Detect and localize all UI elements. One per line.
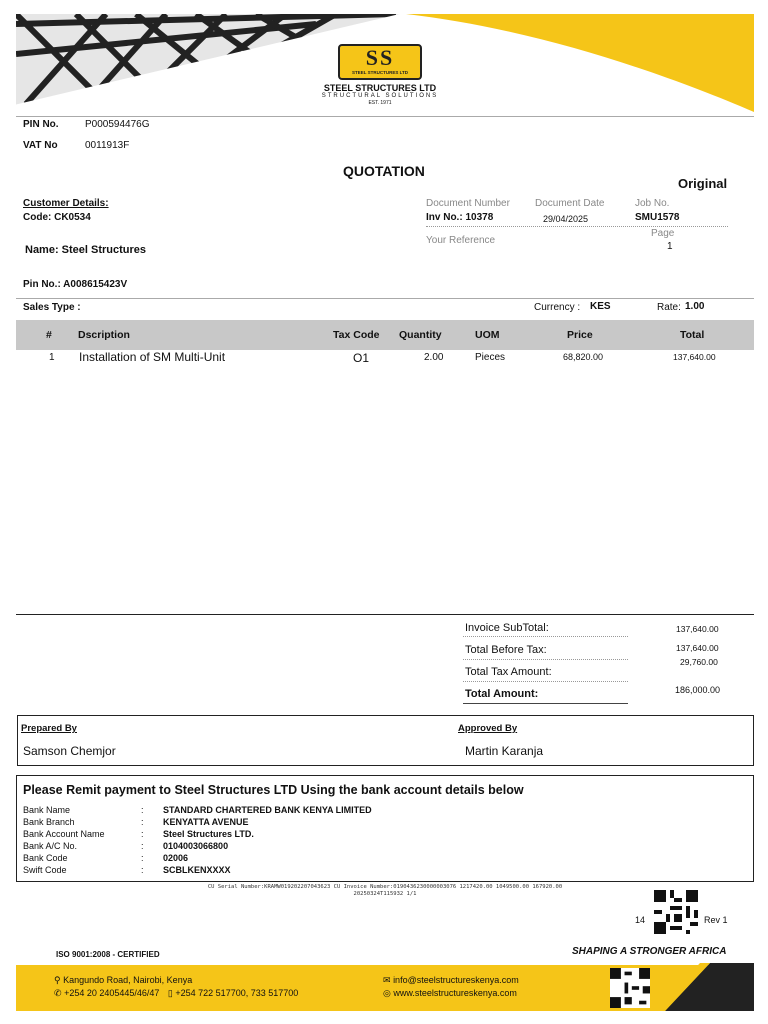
col-number: # — [46, 329, 52, 341]
inv-number: Inv No.: 10378 — [426, 212, 494, 223]
sales-type-label: Sales Type : — [23, 302, 81, 313]
row-number: 1 — [49, 352, 55, 363]
reference-label: Your Reference — [426, 235, 496, 246]
currency-value: KES — [590, 301, 611, 312]
customer-code: Code: CK0534 — [23, 212, 91, 223]
bank-row-value: 0104003066800 — [163, 841, 229, 851]
globe-icon: ◎ — [383, 988, 391, 998]
footer-web-line[interactable] — [383, 988, 517, 999]
footer-address-line — [54, 975, 192, 986]
vat-label: VAT No — [23, 140, 58, 151]
row-price: 68,820.00 — [563, 352, 604, 362]
rate-label: Rate: — [657, 302, 681, 313]
logo-badge: STEEL STRUCTURES LTD — [351, 70, 409, 75]
job-label: Job No. — [635, 198, 670, 209]
row-quantity: 2.00 — [424, 352, 444, 363]
customer-pin: Pin No.: A008615423V — [23, 279, 128, 290]
footer-web[interactable]: www.steelstructureskenya.com — [393, 988, 517, 998]
customer-name: Name: Steel Structures — [25, 244, 147, 256]
doc-date-label: Document Date — [535, 198, 605, 209]
mobile-icon: ▯ — [167, 988, 173, 998]
qr-code-icon — [654, 890, 698, 934]
company-est: EST. 1971 — [368, 100, 392, 106]
phone-icon: ✆ — [54, 988, 62, 998]
prepared-by-label: Prepared By — [21, 723, 77, 734]
bank-heading: Please Remit payment to Steel Structures LTD Using the bank account details below — [23, 783, 524, 797]
tax-label: Total Tax Amount: — [465, 666, 552, 678]
prepared-by-name: Samson Chemjor — [23, 744, 116, 758]
cu-timestamp-line: 20250324T115932 1/1 — [353, 891, 417, 897]
row-uom: Pieces — [475, 352, 506, 363]
page-index: 14 — [635, 915, 646, 925]
bank-box — [16, 775, 754, 882]
company-name: STEEL STRUCTURES LTD — [323, 83, 437, 93]
bank-row-value: Steel Structures LTD. — [163, 829, 254, 839]
company-tagline: STRUCTURAL SOLUTIONS — [321, 93, 439, 99]
footer-qr-code-icon — [610, 968, 650, 1008]
col-description: Dscription — [78, 329, 130, 341]
currency-label: Currency : — [534, 302, 581, 313]
approval-box — [17, 715, 754, 766]
footer-phones-line — [54, 988, 298, 999]
bank-row-label: Swift Code — [23, 865, 67, 875]
revision-label: Rev 1 — [704, 915, 728, 925]
total-label: Total Amount: — [465, 688, 539, 700]
iso-certification: ISO 9001:2008 - CERTIFIED — [56, 950, 160, 959]
subtotal-value: 137,640.00 — [676, 624, 719, 634]
approved-by-label: Approved By — [458, 723, 518, 734]
bank-row-colon: : — [141, 865, 144, 875]
before-tax-label: Total Before Tax: — [465, 644, 547, 656]
bank-row-value: STANDARD CHARTERED BANK KENYA LIMITED — [163, 805, 372, 815]
totals-divider — [16, 614, 754, 615]
total-rule — [463, 703, 628, 704]
row-total: 137,640.00 — [673, 352, 716, 362]
page-number: 1 — [667, 241, 673, 252]
doc-date: 29/04/2025 — [543, 214, 589, 224]
footer-address: Kangundo Road, Nairobi, Kenya — [63, 975, 193, 985]
footer-phones: +254 20 2405445/46/47 — [64, 988, 160, 998]
bank-row-colon: : — [141, 829, 144, 839]
total-value: 186,000.00 — [675, 685, 721, 695]
pin-value: P000594476G — [85, 119, 150, 130]
footer-corner-graphic — [655, 963, 754, 1011]
doc-divider — [426, 226, 728, 227]
bank-row-colon: : — [141, 805, 144, 815]
footer-slogan: SHAPING A STRONGER AFRICA — [572, 946, 727, 957]
col-price: Price — [567, 329, 593, 341]
customer-heading: Customer Details: — [23, 198, 109, 209]
col-tax-code: Tax Code — [333, 329, 380, 341]
footer-email[interactable]: info@steelstructureskenya.com — [393, 975, 519, 985]
bank-row-value: 02006 — [163, 853, 189, 863]
bank-row-colon: : — [141, 841, 144, 851]
bank-row-colon: : — [141, 817, 144, 827]
row-tax-code: O1 — [353, 351, 370, 365]
header-divider — [16, 116, 754, 117]
envelope-icon: ✉ — [383, 975, 391, 985]
bank-row-label: Bank Code — [23, 853, 68, 863]
bank-row-label: Bank Name — [23, 805, 71, 815]
company-logo — [338, 44, 422, 80]
copy-label: Original — [678, 176, 728, 191]
rate-value: 1.00 — [685, 301, 705, 312]
bank-row-colon: : — [141, 853, 144, 863]
tax-rule — [463, 681, 628, 682]
col-total: Total — [680, 329, 705, 341]
cu-serial-line: CU Serial Number:KRAMW019202207043623 CU Invoice Number:0190436230000003076 1217420.00 1049500.00 167920.00 — [207, 884, 563, 890]
sales-divider — [16, 298, 754, 299]
col-uom: UOM — [475, 329, 500, 341]
footer-mobiles: +254 722 517700, 733 517700 — [175, 988, 299, 998]
page-label: Page — [651, 228, 675, 239]
row-description: Installation of SM Multi-Unit — [79, 350, 226, 364]
subtotal-label: Invoice SubTotal: — [465, 622, 549, 634]
approved-by-name: Martin Karanja — [465, 744, 544, 758]
logo-initials: SS — [365, 45, 395, 70]
subtotal-rule — [463, 636, 628, 637]
doc-number-label: Document Number — [426, 198, 510, 209]
location-pin-icon: ⚲ — [54, 975, 61, 985]
before-tax-value: 137,640.00 — [676, 643, 719, 653]
bank-row-value: KENYATTA AVENUE — [163, 817, 249, 827]
job-number: SMU1578 — [635, 212, 680, 223]
vat-value: 0011913F — [85, 140, 130, 151]
bank-row-label: Bank Branch — [23, 817, 75, 827]
bank-row-label: Bank A/C No. — [23, 841, 78, 851]
tax-value: 29,760.00 — [680, 657, 718, 667]
document-title: QUOTATION — [343, 163, 425, 179]
footer-email-line[interactable] — [383, 975, 519, 986]
before-tax-rule — [463, 659, 628, 660]
bank-row-label: Bank Account Name — [23, 829, 105, 839]
bank-row-value: SCBLKENXXXX — [163, 865, 231, 875]
pin-label: PIN No. — [23, 119, 59, 130]
col-quantity: Quantity — [399, 329, 442, 341]
